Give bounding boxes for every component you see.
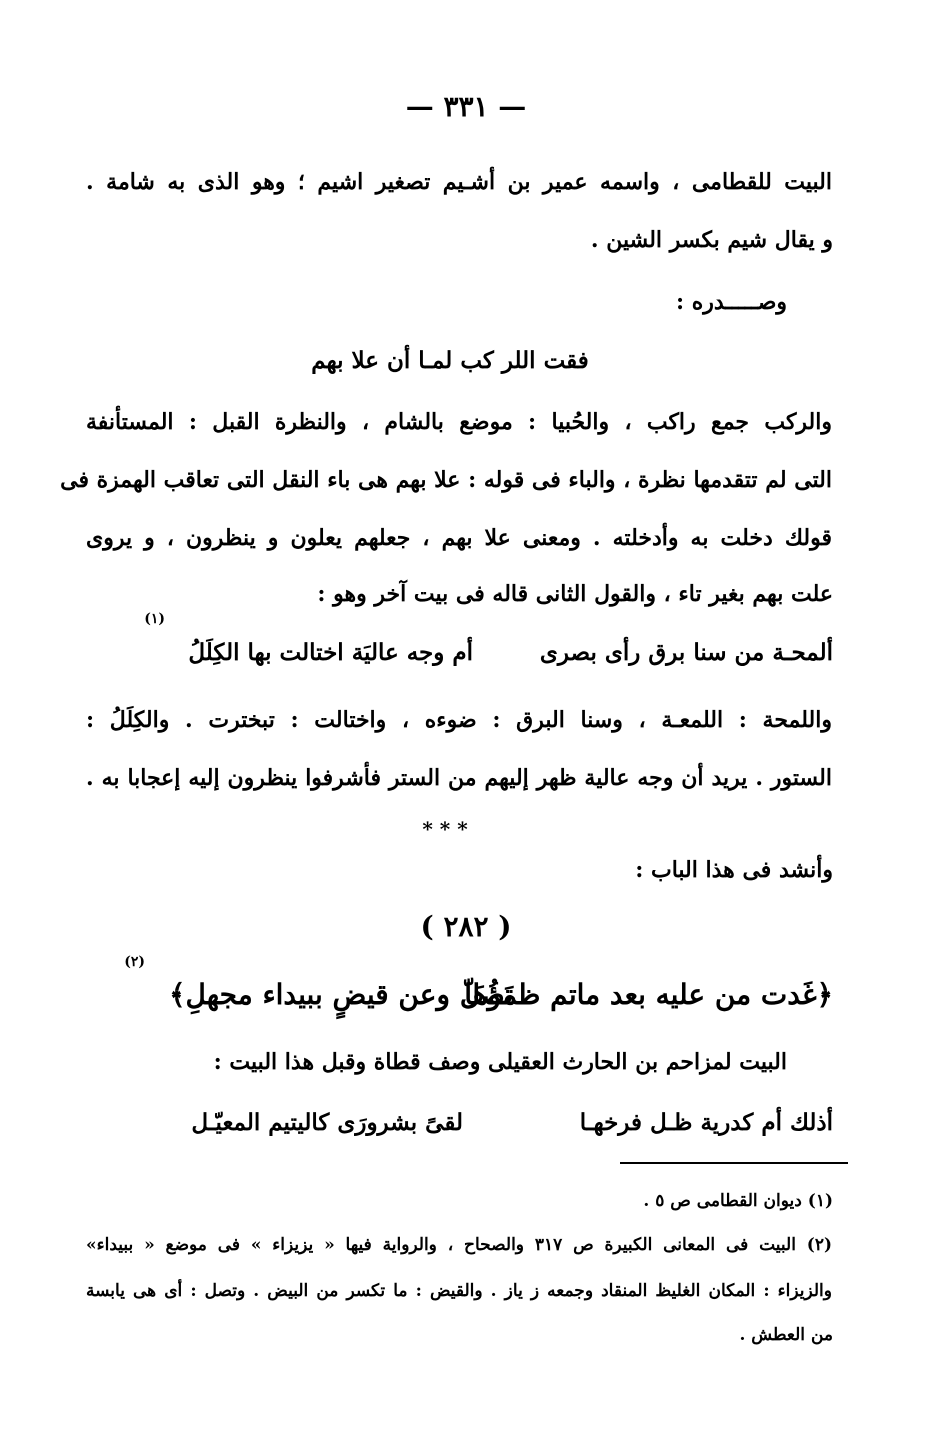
verse-hemistich: أم وجه عاليَة اختالت بها الكِلَلُ xyxy=(188,639,473,666)
paragraph-line: وأنشد فى هذا الباب : xyxy=(635,857,833,883)
footnote: (٢) البيت فى المعانى الكبيرة ص ٣١٧ والصحاح ، والرواية فيها « يزيزاء » فى موضع « ببيداء» xyxy=(86,1235,832,1255)
paragraph-line: واللمحة : اللمعـة ، وسنا البرق : ضوءه ، واختالت : تبخترت . والكِلَلُ : xyxy=(86,707,832,733)
footnote-separator xyxy=(620,1162,848,1164)
verse-hemistich: لقىً بشرورَى كاليتيم المعيّـل xyxy=(191,1109,463,1136)
footnote: من العطش . xyxy=(739,1325,833,1345)
paragraph-line: الستور . يريد أن وجه عالية ظهر إليهم من الستر فأشرفوا ينظرون إليه إعجابا به . xyxy=(86,765,832,791)
verse-hemistich: ألمحـة من سنا برق رأى بصرى xyxy=(539,639,833,666)
verse-hemistich: ﴿غَدت من عليه بعد ماتم ظمؤُهَا xyxy=(464,978,833,1011)
footnote: (١) ديوان القطامى ص ٥ . xyxy=(643,1191,833,1211)
footnote: والزيزاء : المكان الغليظ المنقاد وجمعه ز ياز . والقيض : ما تكسر من البيض . وتصل : أى هى يابسة xyxy=(86,1281,832,1301)
section-label: وصـــــدره : xyxy=(675,289,787,315)
verse-hemistich: تَصلّ وعن قيضٍ ببيداء مجهلِ﴾ xyxy=(169,978,513,1011)
paragraph-line: و يقال شيم بكسر الشين . xyxy=(590,227,833,253)
paragraph-line: قولك دخلت به وأدخلته . ومعنى علا بهم ، جعلهم يعلون و ينظرون ، و يروى xyxy=(86,525,832,551)
paragraph-line: التى لم تتقدمها نظرة ، والباء فى قوله : علا بهم هى باء النقل التى تعاقب الهمزة فى xyxy=(60,467,832,493)
paragraph-line: البيت لمزاحم بن الحارث العقيلى وصف قطاة وقبل هذا البيت : xyxy=(213,1049,787,1075)
page-number: — ٣٣١ — xyxy=(405,90,527,123)
verse-line: فقت اللر كب لمـا أن علا بهم xyxy=(311,347,589,374)
paragraph-line: البيت للقطامى ، واسمه عمير بن أشـيم تصغير اشيم ؛ وهو الذى به شامة . xyxy=(86,169,832,195)
section-divider-stars: * * * xyxy=(422,817,468,841)
entry-number: ( ٢٨٢ ) xyxy=(420,910,512,943)
verse-hemistich: أذلك أم كدرية ظـل فرخهـا xyxy=(579,1109,833,1136)
paragraph-line: والركب جمع راكب ، والحُبيا : موضع بالشام ، والنظرة القبل : المستأنفة xyxy=(86,409,832,435)
paragraph-line: علت بهم بغير تاء ، والقول الثانى قاله فى بيت آخر وهو : xyxy=(317,581,833,607)
footnote-marker: (١) xyxy=(144,611,165,627)
footnote-marker: (٢) xyxy=(124,954,145,970)
